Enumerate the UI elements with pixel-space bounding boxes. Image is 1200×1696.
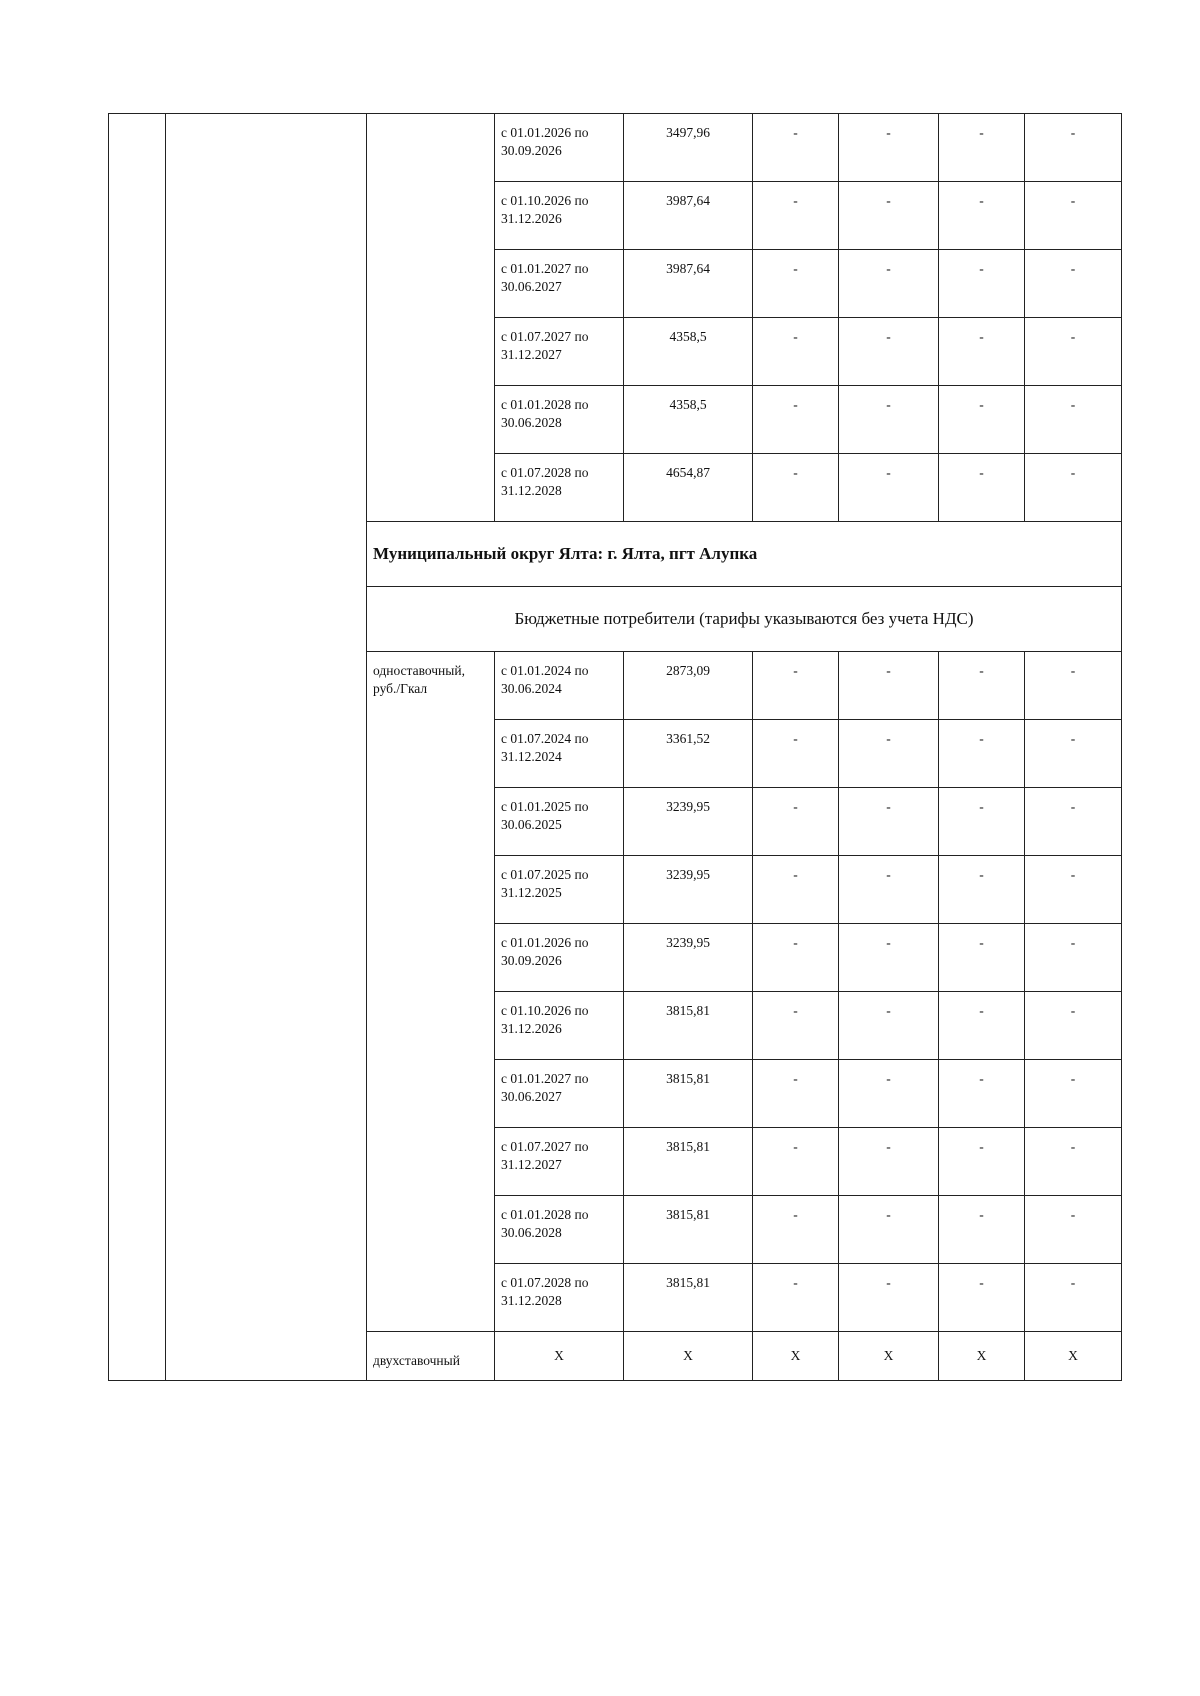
empty-value-dash: - [1025, 182, 1122, 250]
empty-value-dash: - [753, 250, 839, 318]
period-from: с 01.01.2028 по [501, 1207, 589, 1222]
empty-value-dash: - [839, 386, 939, 454]
not-applicable-mark: Х [839, 1332, 939, 1381]
tariff-value: 4654,87 [624, 454, 753, 522]
period-to: 31.12.2026 [501, 1021, 562, 1036]
tariff-value: 4358,5 [624, 386, 753, 454]
empty-value-dash: - [753, 856, 839, 924]
empty-value-dash: - [939, 720, 1025, 788]
tariff-value: 3815,81 [624, 992, 753, 1060]
empty-value-dash: - [753, 788, 839, 856]
rate-type-cell [367, 114, 495, 522]
empty-value-dash: - [839, 318, 939, 386]
empty-value-dash: - [939, 386, 1025, 454]
empty-value-dash: - [753, 1264, 839, 1332]
empty-value-dash: - [939, 992, 1025, 1060]
empty-value-dash: - [1025, 1060, 1122, 1128]
two-rate-label: двухставочный [367, 1332, 495, 1381]
empty-value-dash: - [753, 182, 839, 250]
empty-value-dash: - [753, 386, 839, 454]
single-rate-label: одноставочный, руб./Гкал [367, 652, 495, 1332]
tariff-value: 2873,09 [624, 652, 753, 720]
empty-value-dash: - [939, 250, 1025, 318]
empty-value-dash: - [753, 114, 839, 182]
organization-column-cell [166, 114, 367, 1381]
empty-value-dash: - [939, 114, 1025, 182]
empty-value-dash: - [753, 652, 839, 720]
empty-value-dash: - [753, 1060, 839, 1128]
tariff-value: 4358,5 [624, 318, 753, 386]
empty-value-dash: - [839, 250, 939, 318]
empty-value-dash: - [839, 924, 939, 992]
empty-value-dash: - [1025, 924, 1122, 992]
not-applicable-mark: Х [624, 1332, 753, 1381]
tariff-value: 3815,81 [624, 1060, 753, 1128]
period-to: 30.06.2028 [501, 1225, 562, 1240]
tariff-table [108, 113, 1122, 1381]
period-to: 30.06.2024 [501, 681, 562, 696]
empty-value-dash: - [939, 182, 1025, 250]
period-cell [495, 1128, 624, 1196]
tariff-value: 3239,95 [624, 856, 753, 924]
empty-value-dash: - [753, 1128, 839, 1196]
tariff-value: 3239,95 [624, 924, 753, 992]
empty-value-dash: - [839, 1060, 939, 1128]
period-cell [495, 1196, 624, 1264]
tariff-value: 3987,64 [624, 182, 753, 250]
period-from: с 01.07.2027 по [501, 329, 589, 344]
period-cell [495, 652, 624, 720]
period-from: с 01.10.2026 по [501, 193, 589, 208]
period-from: с 01.07.2028 по [501, 465, 589, 480]
not-applicable-mark: Х [495, 1332, 624, 1381]
empty-value-dash: - [1025, 1196, 1122, 1264]
period-cell [495, 182, 624, 250]
empty-value-dash: - [1025, 720, 1122, 788]
not-applicable-mark: Х [753, 1332, 839, 1381]
empty-value-dash: - [839, 720, 939, 788]
empty-value-dash: - [1025, 788, 1122, 856]
empty-value-dash: - [753, 318, 839, 386]
period-from: с 01.01.2026 по [501, 125, 589, 140]
period-to: 30.09.2026 [501, 143, 562, 158]
period-to: 31.12.2027 [501, 1157, 562, 1172]
period-cell [495, 720, 624, 788]
period-cell [495, 992, 624, 1060]
not-applicable-mark: Х [939, 1332, 1025, 1381]
empty-value-dash: - [939, 1196, 1025, 1264]
empty-value-dash: - [1025, 454, 1122, 522]
period-from: с 01.01.2028 по [501, 397, 589, 412]
tariff-value: 3987,64 [624, 250, 753, 318]
period-cell [495, 856, 624, 924]
period-cell [495, 788, 624, 856]
period-to: 30.09.2026 [501, 953, 562, 968]
period-to: 30.06.2027 [501, 279, 562, 294]
period-to: 31.12.2025 [501, 885, 562, 900]
period-from: с 01.10.2026 по [501, 1003, 589, 1018]
empty-value-dash: - [839, 114, 939, 182]
period-to: 30.06.2025 [501, 817, 562, 832]
period-cell [495, 114, 624, 182]
period-cell [495, 386, 624, 454]
empty-value-dash: - [939, 788, 1025, 856]
period-from: с 01.07.2027 по [501, 1139, 589, 1154]
period-to: 31.12.2027 [501, 347, 562, 362]
empty-value-dash: - [939, 652, 1025, 720]
empty-value-dash: - [939, 1264, 1025, 1332]
period-to: 30.06.2028 [501, 415, 562, 430]
empty-value-dash: - [939, 1060, 1025, 1128]
tariff-value: 3815,81 [624, 1196, 753, 1264]
subsection-title: Бюджетные потребители (тарифы указываются без учета НДС) [367, 587, 1122, 652]
empty-value-dash: - [1025, 992, 1122, 1060]
empty-value-dash: - [1025, 1128, 1122, 1196]
table-row [109, 114, 1122, 182]
period-to: 30.06.2027 [501, 1089, 562, 1104]
empty-value-dash: - [1025, 652, 1122, 720]
empty-value-dash: - [1025, 386, 1122, 454]
period-from: с 01.01.2027 по [501, 261, 589, 276]
empty-value-dash: - [939, 1128, 1025, 1196]
number-column-cell [109, 114, 166, 1381]
period-from: с 01.07.2028 по [501, 1275, 589, 1290]
empty-value-dash: - [1025, 856, 1122, 924]
empty-value-dash: - [839, 1128, 939, 1196]
period-to: 31.12.2028 [501, 1293, 562, 1308]
period-to: 31.12.2028 [501, 483, 562, 498]
empty-value-dash: - [753, 992, 839, 1060]
section-title: Муниципальный округ Ялта: г. Ялта, пгт Алупка [367, 522, 1122, 587]
tariff-value: 3815,81 [624, 1128, 753, 1196]
empty-value-dash: - [1025, 318, 1122, 386]
not-applicable-mark: Х [1025, 1332, 1122, 1381]
empty-value-dash: - [753, 1196, 839, 1264]
period-cell [495, 250, 624, 318]
empty-value-dash: - [939, 856, 1025, 924]
empty-value-dash: - [753, 454, 839, 522]
empty-value-dash: - [939, 924, 1025, 992]
tariff-value: 3361,52 [624, 720, 753, 788]
tariff-value: 3239,95 [624, 788, 753, 856]
empty-value-dash: - [839, 788, 939, 856]
empty-value-dash: - [1025, 250, 1122, 318]
empty-value-dash: - [939, 454, 1025, 522]
empty-value-dash: - [839, 652, 939, 720]
period-from: с 01.01.2025 по [501, 799, 589, 814]
period-cell [495, 318, 624, 386]
period-cell [495, 1060, 624, 1128]
period-cell [495, 924, 624, 992]
period-cell [495, 454, 624, 522]
tariff-value: 3815,81 [624, 1264, 753, 1332]
empty-value-dash: - [753, 720, 839, 788]
tariff-value: 3497,96 [624, 114, 753, 182]
period-from: с 01.01.2026 по [501, 935, 589, 950]
empty-value-dash: - [839, 182, 939, 250]
empty-value-dash: - [839, 454, 939, 522]
empty-value-dash: - [839, 1264, 939, 1332]
empty-value-dash: - [839, 992, 939, 1060]
empty-value-dash: - [839, 856, 939, 924]
period-from: с 01.07.2025 по [501, 867, 589, 882]
empty-value-dash: - [753, 924, 839, 992]
empty-value-dash: - [1025, 114, 1122, 182]
empty-value-dash: - [939, 318, 1025, 386]
period-to: 31.12.2026 [501, 211, 562, 226]
period-cell [495, 1264, 624, 1332]
period-from: с 01.01.2027 по [501, 1071, 589, 1086]
period-from: с 01.07.2024 по [501, 731, 589, 746]
empty-value-dash: - [839, 1196, 939, 1264]
empty-value-dash: - [1025, 1264, 1122, 1332]
period-to: 31.12.2024 [501, 749, 562, 764]
period-from: с 01.01.2024 по [501, 663, 589, 678]
